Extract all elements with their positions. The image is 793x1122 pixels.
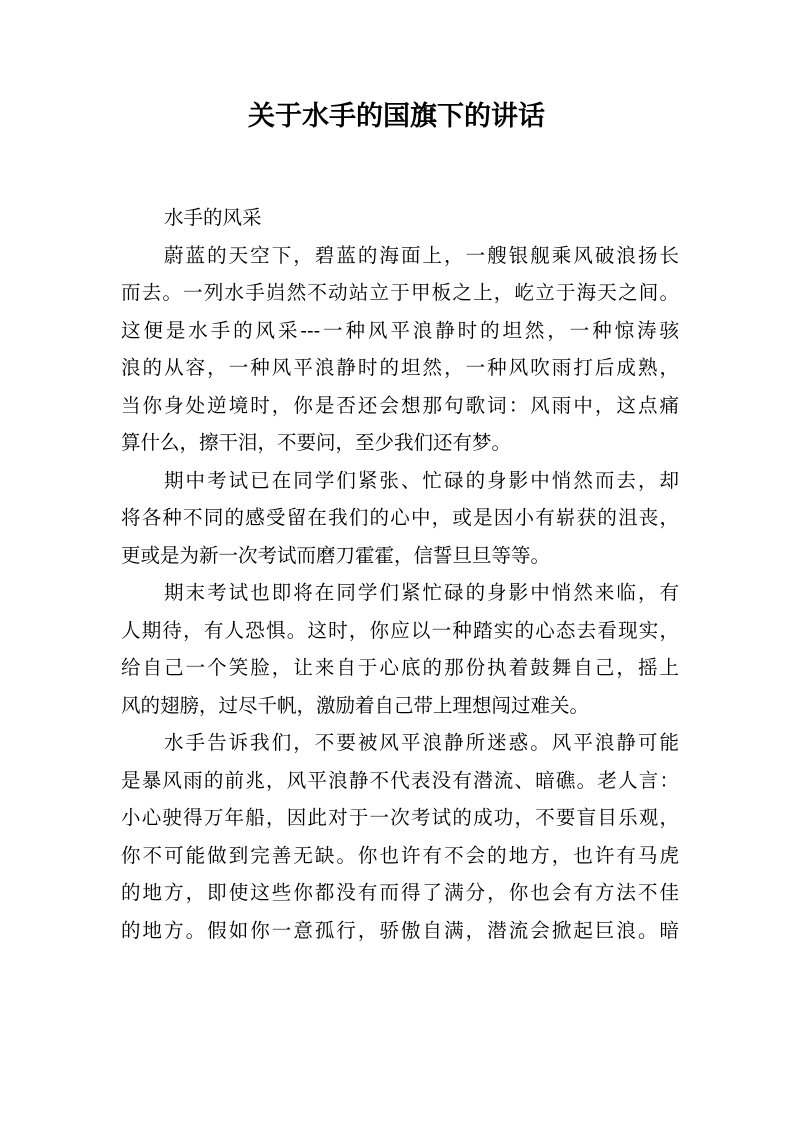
text-line: 人期待，有人恐惧。这时，你应以一种踏实的心态去看现实， xyxy=(121,618,679,642)
text-line: 水手的风采 xyxy=(164,206,262,229)
text-line: 浪的从容，一种风平浪静时的坦然，一种风吹雨打后成熟， xyxy=(121,356,679,379)
paragraph-subtitle xyxy=(121,199,679,237)
document-title: 关于水手的国旗下的讲话 xyxy=(248,101,545,132)
text-line: 期中考试已在同学们紧张、忙碌的身影中悄然而去，却 xyxy=(164,468,679,492)
text-line: 蔚蓝的天空下，碧蓝的海面上，一艘银舰乘风破浪扬长 xyxy=(164,243,679,267)
paragraph-1 xyxy=(121,237,679,462)
document-body xyxy=(121,199,679,949)
text-line: 的地方。假如你一意孤行，骄傲自满，潜流会掀起巨浪。暗 xyxy=(121,918,679,942)
paragraph-3 xyxy=(121,574,679,724)
text-line: 当你身处逆境时，你是否还会想那句歌词：风雨中，这点痛 xyxy=(121,393,679,417)
text-line: 而去。一列水手岿然不动站立于甲板之上，屹立于海天之间。 xyxy=(121,281,679,304)
text-line: 将各种不同的感受留在我们的心中，或是因小有崭获的沮丧， xyxy=(121,506,679,529)
text-line: 期末考试也即将在同学们紧忙碌的身影中悄然来临，有 xyxy=(164,581,679,604)
paragraph-2 xyxy=(121,462,679,575)
text-line: 你不可能做到完善无缺。你也许有不会的地方，也许有马虎 xyxy=(121,843,679,867)
text-line: 算什么，擦干泪，不要问，至少我们还有梦。 xyxy=(121,431,512,454)
paragraph-4 xyxy=(121,724,679,949)
text-line: 水手告诉我们，不要被风平浪静所迷惑。风平浪静可能 xyxy=(164,731,679,754)
text-line: 更或是为新一次考试而磨刀霍霍，信誓旦旦等等。 xyxy=(121,543,551,567)
text-line: 风的翅膀，过尽千帆，激励着自己带上理想闯过难关。 xyxy=(121,693,590,717)
text-line: 小心驶得万年船，因此对于一次考试的成功，不要盲目乐观， xyxy=(121,806,679,829)
text-line: 是暴风雨的前兆，风平浪静不代表没有潜流、暗礁。老人言： xyxy=(121,768,679,792)
text-line: 的地方，即使这些你都没有而得了满分，你也会有方法不佳 xyxy=(121,881,679,904)
text-line: 给自己一个笑脸，让来自于心底的那份执着鼓舞自己，摇上 xyxy=(121,656,679,679)
text-line: 这便是水手的风采---一种风平浪静时的坦然，一种惊涛骇 xyxy=(121,318,679,342)
